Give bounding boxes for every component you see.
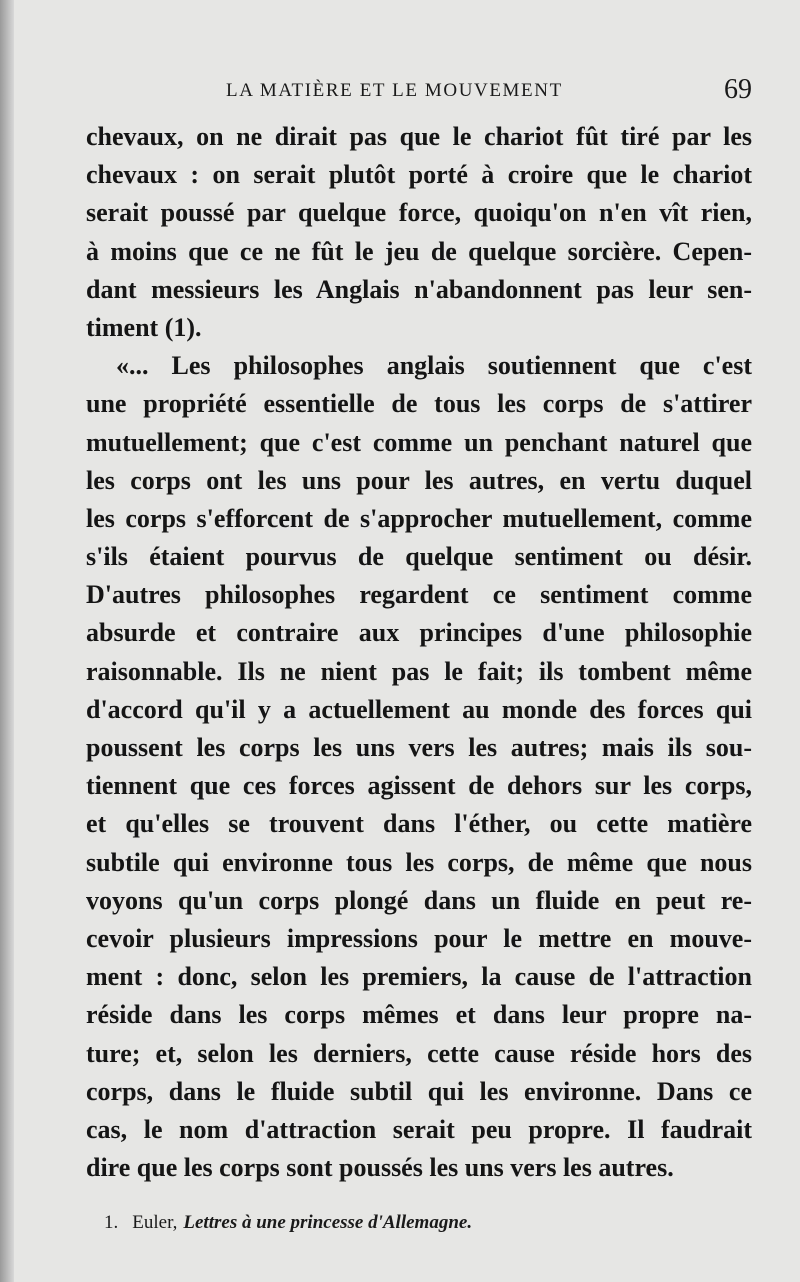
text-line: mutuellement; que c'est comme un penchant naturel que — [86, 427, 752, 457]
page-number: 69 — [724, 74, 752, 105]
text-line: chevaux, on ne dirait pas que le chariot fût tiré par les — [86, 122, 752, 151]
text-line: tiennent que ces forces agissent de dehors sur les corps, — [86, 771, 752, 801]
text-line: timent (1). — [86, 312, 202, 342]
text-line: poussent les corps les uns vers les autres; mais ils sou- — [86, 733, 752, 762]
text-line: à moins que ce ne fût le jeu de quelque sorcière. Cepen- — [86, 236, 752, 266]
text-line: d'accord qu'il y a actuellement au monde des forces qui — [86, 694, 752, 724]
page-gutter-shadow — [0, 0, 14, 1282]
footnote-title: Lettres à une princesse d'Allemagne. — [183, 1212, 473, 1233]
text-line: absurde et contraire aux principes d'une philosophie — [86, 618, 752, 648]
text-line: réside dans les corps mêmes et dans leur propre na- — [86, 1000, 752, 1030]
text-line: «... Les philosophes anglais soutiennent que c'est — [116, 351, 752, 381]
text-line: raisonnable. Ils ne nient pas le fait; ils tombent même — [86, 656, 752, 686]
text-line: cas, le nom d'attraction serait peu propre. Il faudrait — [86, 1114, 752, 1144]
text-line: voyons qu'un corps plongé dans un fluide en peut re- — [86, 885, 752, 915]
text-line: D'autres philosophes regardent ce sentiment comme — [86, 580, 752, 610]
footnote — [104, 1212, 744, 1234]
text-line: ture; et, selon les derniers, cette cause réside hors des — [86, 1038, 752, 1068]
page-header — [84, 74, 752, 110]
text-line: les corps ont les uns pour les autres, en vertu duquel — [86, 465, 752, 495]
footnote-author: Euler, — [132, 1212, 178, 1233]
text-line: dire que les corps sont poussés les uns vers les autres. — [86, 1153, 674, 1183]
body-text — [86, 118, 752, 1187]
text-line: subtile qui environne tous les corps, de même que nous — [86, 847, 752, 877]
text-line: ment : donc, selon les premiers, la cause de l'attraction — [86, 962, 752, 992]
text-line: corps, dans le fluide subtil qui les environne. Dans ce — [86, 1076, 752, 1106]
text-line: s'ils étaient pourvus de quelque sentiment ou désir. — [86, 542, 752, 572]
text-line: chevaux : on serait plutôt porté à croire que le chariot — [86, 160, 752, 190]
text-line: serait poussé par quelque force, quoiqu'on n'en vît rien, — [86, 198, 752, 228]
text-line: et qu'elles se trouvent dans l'éther, ou cette matière — [86, 809, 752, 839]
footnote-number: 1. — [104, 1212, 119, 1233]
text-line: cevoir plusieurs impressions pour le mettre en mouve- — [86, 923, 752, 953]
running-title: LA MATIÈRE ET LE MOUVEMENT — [226, 80, 563, 101]
text-line: dant messieurs les Anglais n'abandonnent pas leur sen- — [86, 274, 752, 304]
text-line: les corps s'efforcent de s'approcher mutuellement, comme — [86, 503, 752, 533]
text-line: une propriété essentielle de tous les corps de s'attirer — [86, 389, 752, 419]
